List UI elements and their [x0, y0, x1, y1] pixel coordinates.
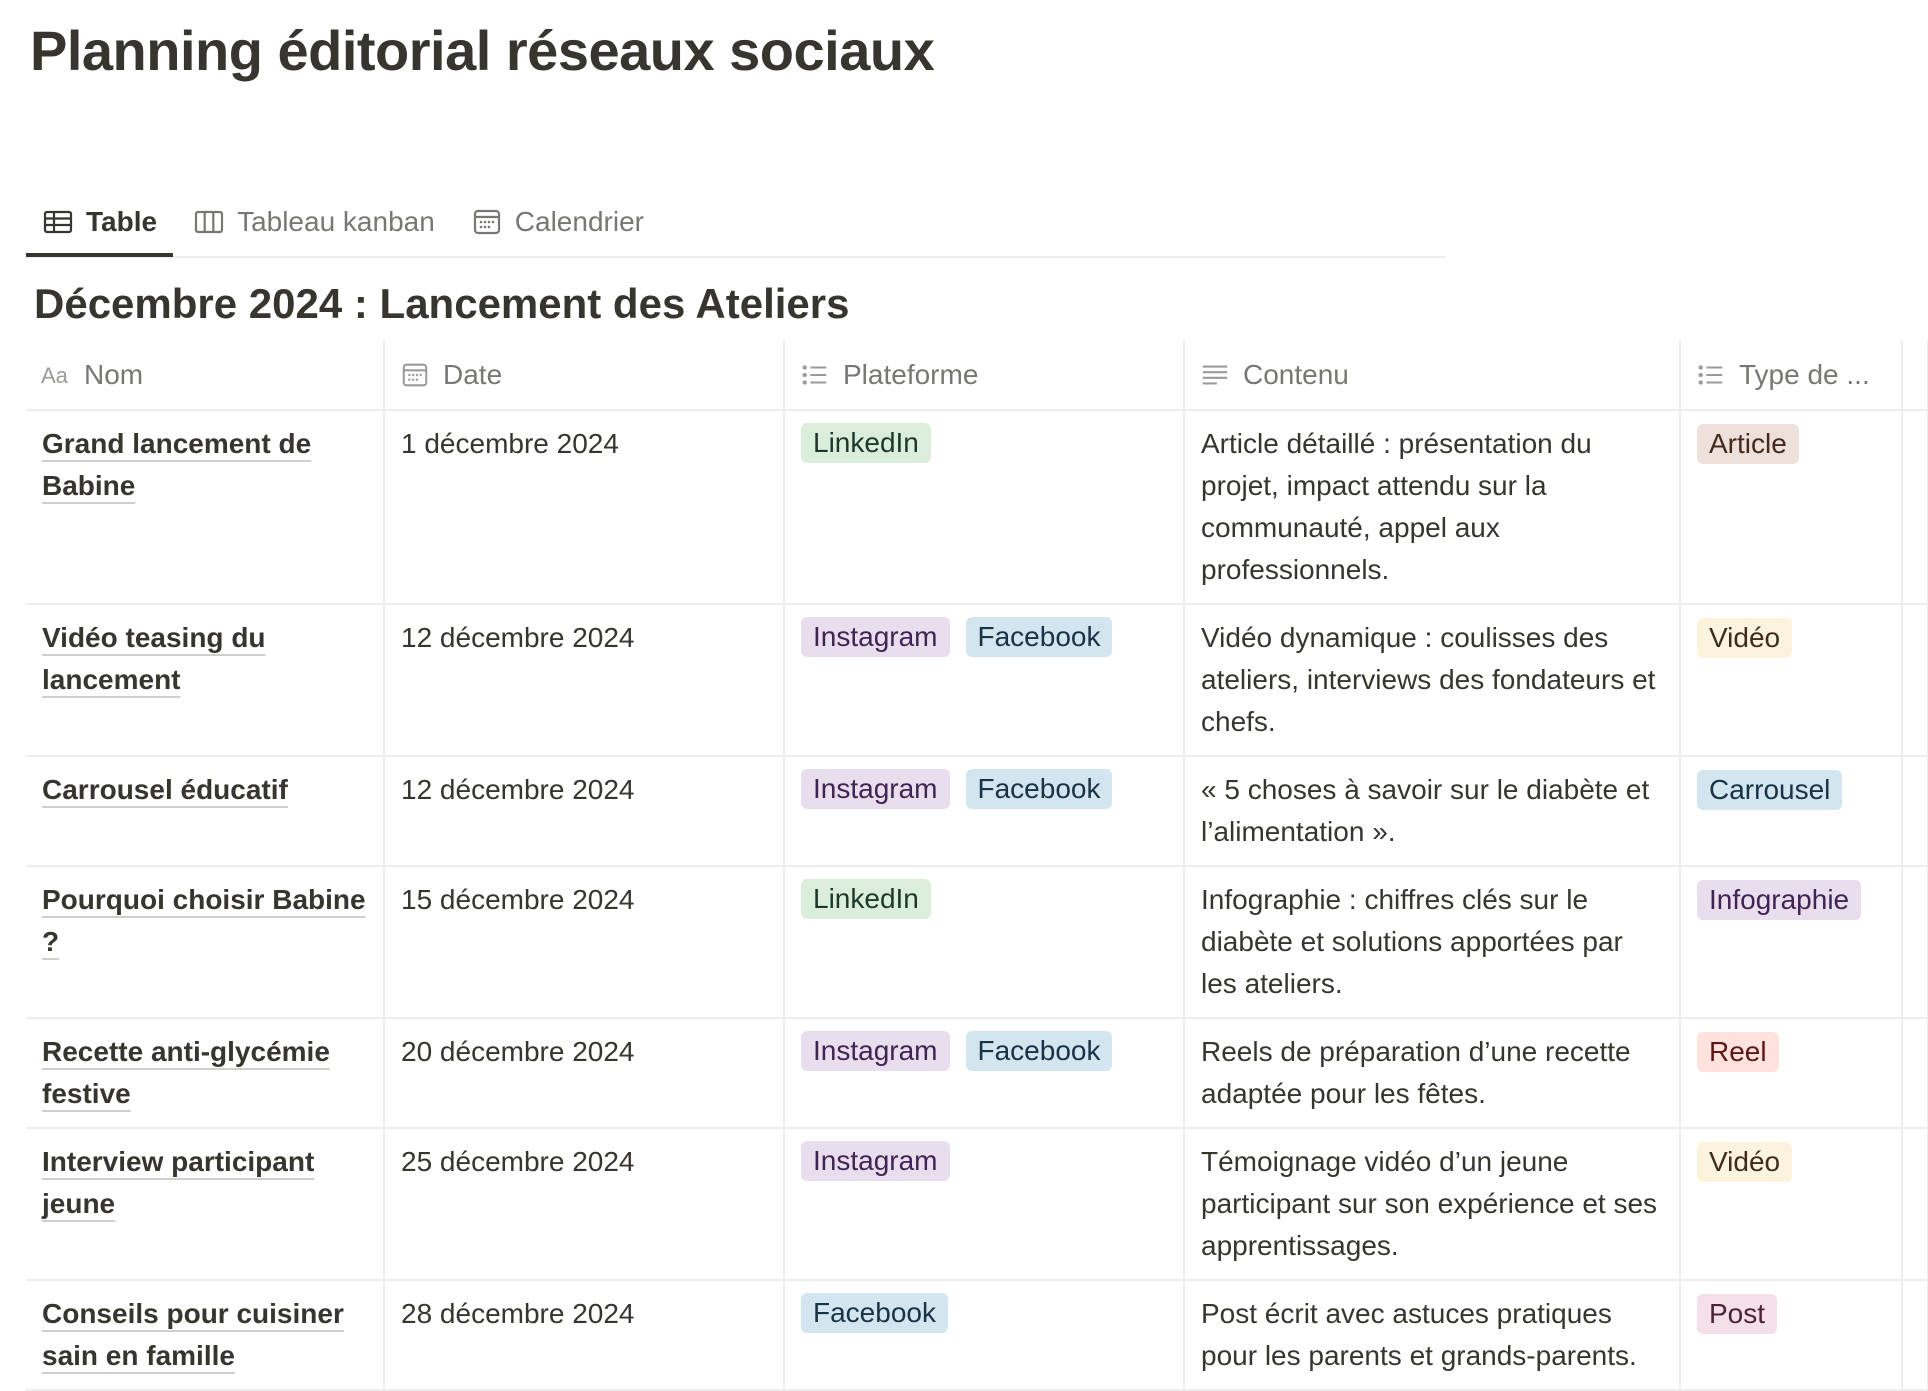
date-value: 25 décembre 2024 [401, 1146, 635, 1177]
column-label: Date [443, 358, 503, 390]
cell-type[interactable] [1680, 410, 1902, 604]
cell-contenu[interactable] [1184, 756, 1680, 866]
contenu-text: Reels de préparation d’une recette adaptée pour les fêtes. [1201, 1036, 1631, 1109]
plateforme-tag: Instagram [801, 1031, 950, 1071]
date-value: 28 décembre 2024 [401, 1298, 635, 1329]
type-tag: Vidéo [1697, 618, 1792, 658]
cell-date[interactable] [384, 604, 784, 756]
type-tag: Vidéo [1697, 1142, 1792, 1182]
title-aa-icon [40, 359, 72, 391]
cell-nom[interactable] [26, 866, 384, 1018]
cell-extra [1902, 1018, 1928, 1128]
cell-nom[interactable] [26, 604, 384, 756]
contenu-text: Infographie : chiffres clés sur le diabète et solutions apportées par les ateliers. [1201, 884, 1623, 999]
cell-contenu[interactable] [1184, 410, 1680, 604]
plateforme-tag: Facebook [966, 617, 1113, 657]
cell-extra [1902, 866, 1928, 1018]
plateforme-tag: LinkedIn [801, 423, 931, 463]
contenu-text: « 5 choses à savoir sur le diabète et l’alimentation ». [1201, 774, 1650, 847]
svg-text:Aa: Aa [41, 362, 68, 388]
cell-date[interactable] [384, 1128, 784, 1280]
cell-contenu[interactable] [1184, 866, 1680, 1018]
tab-calendar[interactable] [455, 190, 660, 254]
cell-type[interactable] [1680, 604, 1902, 756]
cell-type[interactable] [1680, 866, 1902, 1018]
cell-plateforme[interactable] [784, 866, 1184, 1018]
row-title-link[interactable]: Vidéo teasing du lancement [42, 622, 266, 695]
plateforme-tags [801, 1031, 1167, 1071]
cell-plateforme[interactable] [784, 1280, 1184, 1390]
column-header-nom[interactable] [26, 340, 384, 410]
column-header-type[interactable] [1680, 340, 1902, 410]
cell-type[interactable] [1680, 1128, 1902, 1280]
plateforme-tag: Facebook [966, 1031, 1113, 1071]
calendar-icon [399, 359, 431, 391]
cell-plateforme[interactable] [784, 1018, 1184, 1128]
type-tag: Reel [1697, 1032, 1779, 1072]
cell-nom[interactable] [26, 1128, 384, 1280]
date-value: 12 décembre 2024 [401, 622, 635, 653]
plateforme-tag: Instagram [801, 769, 950, 809]
cell-nom[interactable] [26, 756, 384, 866]
plateforme-tags [801, 1141, 1167, 1181]
table-row[interactable] [26, 1018, 1928, 1128]
column-label: Contenu [1243, 358, 1349, 390]
type-tag: Infographie [1697, 880, 1861, 920]
plateforme-tags [801, 423, 1167, 463]
content-table [26, 340, 1928, 1391]
row-title-link[interactable]: Carrousel éducatif [42, 774, 288, 805]
tab-label: Table [86, 206, 158, 237]
cell-contenu[interactable] [1184, 1018, 1680, 1128]
tab-label: Tableau kanban [237, 206, 435, 237]
cell-date[interactable] [384, 1280, 784, 1390]
type-tag: Carrousel [1697, 770, 1842, 810]
row-title-link[interactable]: Recette anti-glycémie festive [42, 1036, 330, 1109]
view-tabs [26, 190, 1446, 258]
table-row[interactable] [26, 866, 1928, 1018]
column-label: Plateforme [843, 358, 979, 390]
plateforme-tag: Instagram [801, 617, 950, 657]
plateforme-tag: Instagram [801, 1141, 950, 1181]
contenu-text: Article détaillé : présentation du projet, impact attendu sur la communauté, appel aux professionnels. [1201, 428, 1592, 585]
date-value: 1 décembre 2024 [401, 428, 619, 459]
plateforme-tags [801, 879, 1167, 919]
plateforme-tags [801, 769, 1167, 809]
plateforme-tag: Facebook [801, 1293, 948, 1333]
cell-date[interactable] [384, 866, 784, 1018]
page-title: Planning éditorial réseaux sociaux [30, 19, 935, 82]
type-tag: Article [1697, 424, 1799, 464]
row-title-link[interactable]: Pourquoi choisir Babine ? [42, 884, 366, 957]
cell-extra [1902, 604, 1928, 756]
cell-contenu[interactable] [1184, 1128, 1680, 1280]
cell-date[interactable] [384, 1018, 784, 1128]
cell-contenu[interactable] [1184, 604, 1680, 756]
date-value: 12 décembre 2024 [401, 774, 635, 805]
cell-plateforme[interactable] [784, 604, 1184, 756]
cell-date[interactable] [384, 756, 784, 866]
cell-contenu[interactable] [1184, 1280, 1680, 1390]
table-header-row [26, 340, 1928, 410]
multi-select-icon [1695, 359, 1727, 391]
date-value: 15 décembre 2024 [401, 884, 635, 915]
plateforme-tag: Facebook [966, 769, 1113, 809]
plateforme-tags [801, 617, 1167, 657]
table-row[interactable] [26, 410, 1928, 604]
cell-type[interactable] [1680, 756, 1902, 866]
cell-extra [1902, 756, 1928, 866]
cell-date[interactable] [384, 410, 784, 604]
cell-extra [1902, 410, 1928, 604]
cell-extra [1902, 1280, 1928, 1390]
column-label: Nom [84, 358, 144, 390]
contenu-text: Vidéo dynamique : coulisses des ateliers, interviews des fondateurs et chefs. [1201, 622, 1656, 737]
cell-type[interactable] [1680, 1280, 1902, 1390]
table-body [26, 410, 1928, 1390]
row-title-link[interactable]: Interview participant jeune [42, 1146, 315, 1219]
cell-nom[interactable] [26, 1018, 384, 1128]
cell-plateforme[interactable] [784, 756, 1184, 866]
date-value: 20 décembre 2024 [401, 1036, 635, 1067]
section-title: Décembre 2024 : Lancement des Ateliers [34, 280, 850, 327]
table-row[interactable] [26, 1128, 1928, 1280]
tab-table[interactable] [26, 190, 173, 254]
calendar-icon [471, 206, 503, 238]
text-lines-icon [1199, 359, 1231, 391]
table-row[interactable] [26, 604, 1928, 756]
table-row[interactable] [26, 756, 1928, 866]
row-title-link[interactable]: Grand lancement de Babine [42, 428, 312, 501]
cell-extra [1902, 1128, 1928, 1280]
row-title-link[interactable]: Conseils pour cuisiner sain en famille [42, 1298, 344, 1371]
tab-label: Calendrier [514, 206, 644, 237]
cell-plateforme[interactable] [784, 1128, 1184, 1280]
cell-nom[interactable] [26, 1280, 384, 1390]
column-header-extra [1902, 340, 1928, 410]
column-header-contenu[interactable] [1184, 340, 1680, 410]
cell-plateforme[interactable] [784, 410, 1184, 604]
cell-nom[interactable] [26, 410, 384, 604]
contenu-text: Post écrit avec astuces pratiques pour les parents et grands-parents. [1201, 1298, 1637, 1371]
multi-select-icon [799, 359, 831, 391]
plateforme-tag: LinkedIn [801, 879, 931, 919]
column-label: Type de ... [1739, 358, 1870, 390]
contenu-text: Témoignage vidéo d’un jeune participant sur son expérience et ses apprentissages. [1201, 1146, 1658, 1261]
column-header-date[interactable] [384, 340, 784, 410]
table-row[interactable] [26, 1280, 1928, 1390]
table-icon [42, 206, 74, 238]
kanban-icon [193, 206, 225, 238]
cell-type[interactable] [1680, 1018, 1902, 1128]
tab-kanban[interactable] [177, 190, 451, 254]
type-tag: Post [1697, 1294, 1777, 1334]
column-header-plateforme[interactable] [784, 340, 1184, 410]
plateforme-tags [801, 1293, 1167, 1333]
